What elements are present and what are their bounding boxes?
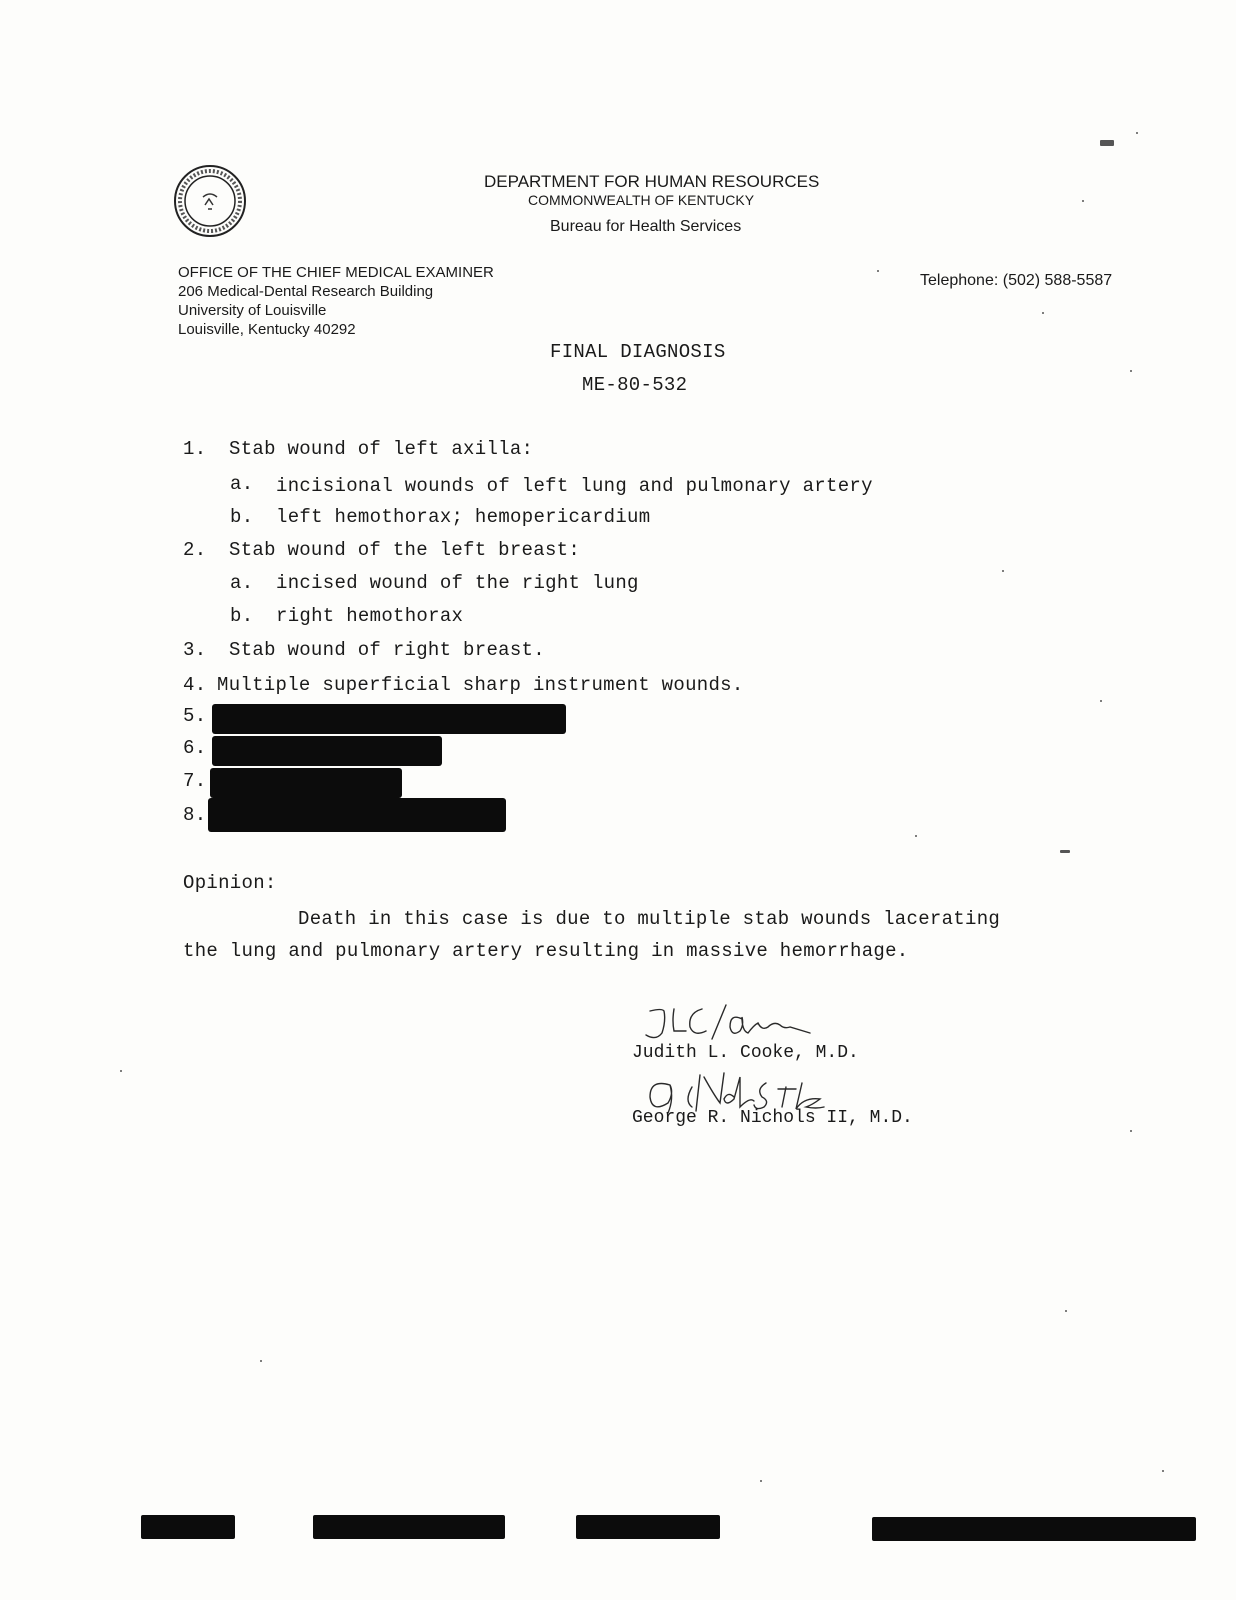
office-line: University of Louisville [178, 302, 327, 319]
commonwealth-name: COMMONWEALTH OF KENTUCKY [528, 192, 755, 208]
diagnosis-text: Stab wound of the left breast: [229, 539, 581, 561]
diagnosis-subnum: b. [230, 605, 254, 627]
diagnosis-text: Stab wound of left axilla: [229, 438, 534, 460]
redacted-item-num: 5. [183, 705, 207, 727]
opinion-text: Death in this case is due to multiple stab wounds lacerating [298, 908, 1001, 930]
telephone: Telephone: (502) 588-5587 [920, 272, 1113, 289]
opinion-text: the lung and pulmonary artery resulting in massive hemorrhage. [183, 940, 909, 962]
office-line: Louisville, Kentucky 40292 [178, 321, 356, 338]
redaction-bar [210, 768, 402, 798]
bottom-redaction-bar [576, 1515, 720, 1539]
kentucky-seal-icon [172, 163, 248, 239]
office-line: 206 Medical-Dental Research Building [178, 283, 434, 300]
opinion-label: Opinion: [183, 872, 277, 894]
case-number: ME-80-532 [582, 374, 688, 396]
diagnosis-num: 1. [183, 438, 207, 460]
diagnosis-subnum: a. [230, 473, 254, 495]
office-address [178, 263, 494, 339]
redaction-bar [398, 808, 498, 832]
bottom-redaction-bar [141, 1515, 235, 1539]
redaction-bar [212, 736, 442, 766]
diagnosis-num: 2. [183, 539, 207, 561]
bottom-redaction-bar [872, 1517, 1196, 1541]
diagnosis-subtext: incisional wounds of left lung and pulmonary artery [276, 475, 873, 497]
diagnosis-subtext: incised wound of the right lung [276, 572, 639, 594]
diagnosis-text: 4. [183, 674, 207, 696]
diagnosis-subtext: right hemothorax [276, 605, 464, 627]
report-title: FINAL DIAGNOSIS [550, 341, 726, 363]
redaction-bar [212, 704, 566, 734]
signatory-name: George R. Nichols II, M.D. [632, 1108, 913, 1128]
redacted-item-num: 7. [183, 770, 207, 792]
office-line: OFFICE OF THE CHIEF MEDICAL EXAMINER [178, 264, 494, 281]
redacted-item-num: 8. [183, 804, 207, 826]
diagnosis-text: Stab wound of right breast. [229, 639, 545, 661]
bottom-redaction-bar [313, 1515, 505, 1539]
bureau-name: Bureau for Health Services [550, 218, 742, 235]
redacted-item-num: 6. [183, 737, 207, 759]
diagnosis-subnum: b. [230, 506, 254, 528]
department-name: DEPARTMENT FOR HUMAN RESOURCES [484, 172, 820, 191]
diagnosis-subtext: left hemothorax; hemopericardium [276, 506, 651, 528]
diagnosis-num: 3. [183, 639, 207, 661]
signatory-name: Judith L. Cooke, M.D. [632, 1043, 859, 1063]
diagnosis-subnum: a. [230, 572, 254, 594]
diagnosis-text: Multiple superficial sharp instrument wounds. [217, 674, 744, 696]
